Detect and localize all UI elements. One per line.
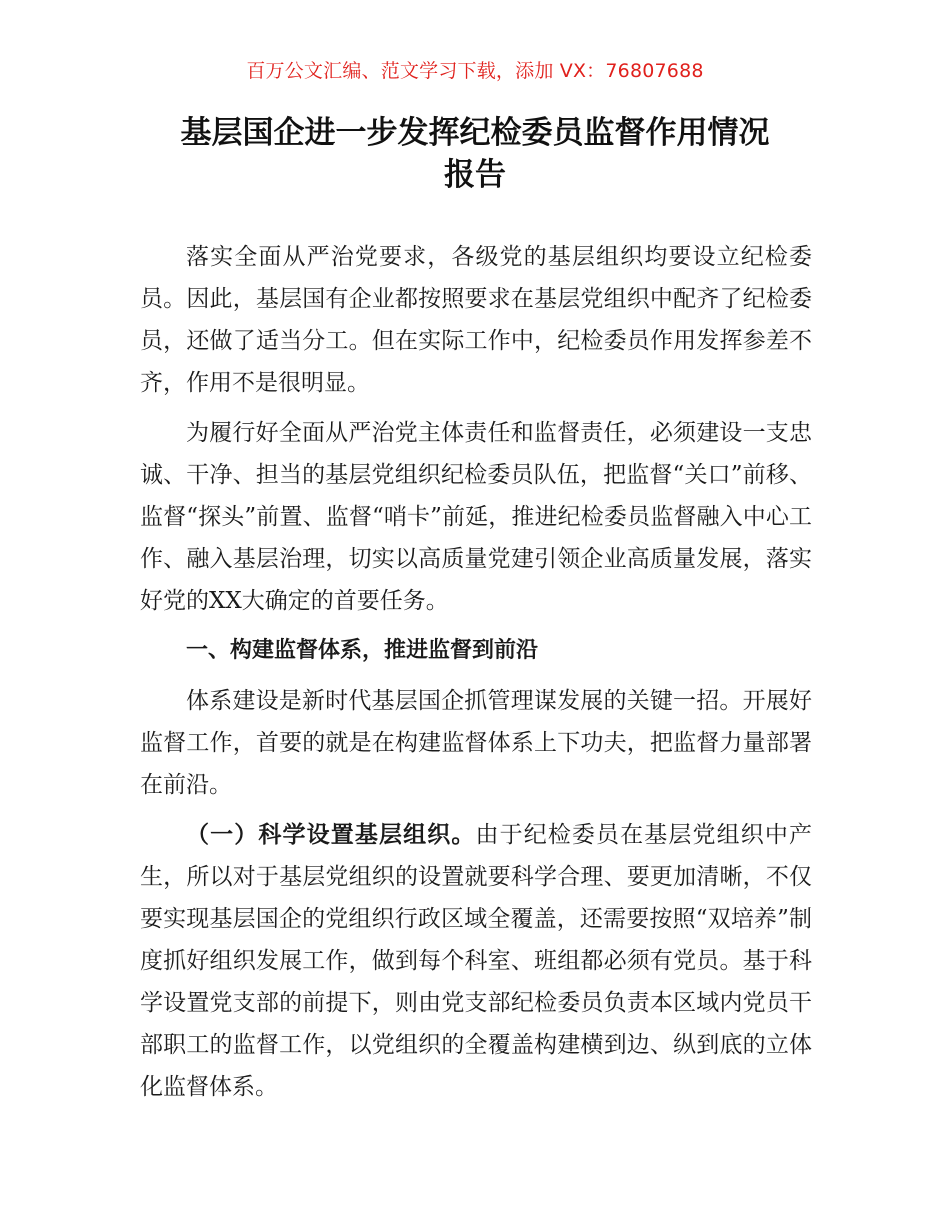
title-line-2: 报告	[444, 157, 506, 193]
subsection-lead: （一）科学设置基层组织。	[186, 822, 476, 848]
section-heading-1: 一、构建监督体系，推进监督到前沿	[186, 638, 539, 663]
document-title	[120, 112, 830, 196]
promo-banner: 百万公文汇编、范文学习下载，添加 VX：76807688	[246, 60, 704, 82]
paragraph-2: 为履行好全面从严治党主体责任和监督责任，必须建设一支忠诚、干净、担当的基层党组织纪检委员队伍，把监督“关口”前移、监督“探头”前置、监督“哨卡”前延，推进纪检委员监督融入中心工作、融入基层治理，切实以高质量党建引领企业高质量发展，落实好党的XX大确定的首要任务。	[140, 420, 812, 614]
paragraph-4	[140, 814, 812, 1108]
document-body	[140, 236, 812, 1116]
paragraph-3: 体系建设是新时代基层国企抓管理谋发展的关键一招。开展好监督工作，首要的就是在构建监督体系上下功夫，把监督力量部署在前沿。	[140, 688, 812, 798]
paragraph-1: 落实全面从严治党要求，各级党的基层组织均要设立纪检委员。因此，基层国有企业都按照要求在基层党组织中配齐了纪检委员，还做了适当分工。但在实际工作中，纪检委员作用发挥参差不齐，作用不是很明显。	[140, 244, 812, 396]
title-line-1: 基层国企进一步发挥纪检委员监督作用情况	[180, 115, 770, 151]
paragraph-4-text: 由于纪检委员在基层党组织中产生，所以对于基层党组织的设置就要科学合理、要更加清晰，不仅要实现基层国企的党组织行政区域全覆盖，还需要按照“双培养”制度抓好组织发展工作，做到每个科室、班组都必须有党员。基于科学设置党支部的前提下，则由党支部纪检委员负责本区域内党员干部职工的监督工作，以党组织的全覆盖构建横到边、纵到底的立体化监督体系。	[140, 822, 813, 1100]
